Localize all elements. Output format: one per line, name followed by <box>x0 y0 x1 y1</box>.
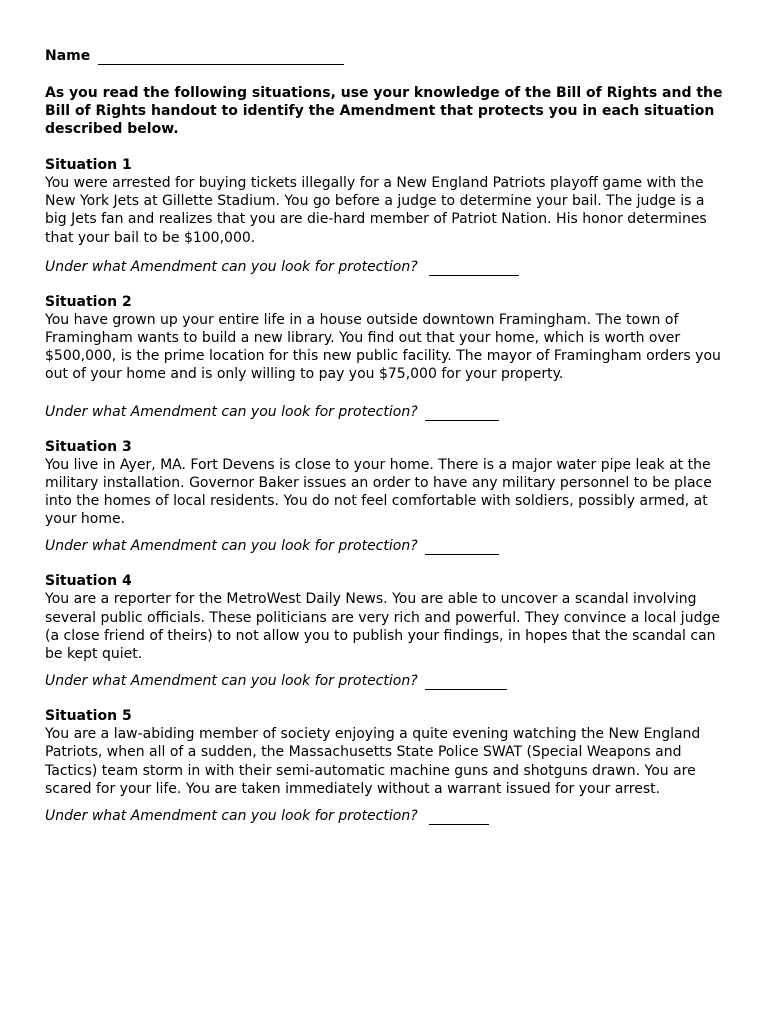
answer-blank[interactable] <box>425 540 499 555</box>
name-field-line[interactable] <box>98 50 344 65</box>
situation-text: You live in Ayer, MA. Fort Devens is close to your home. There is a major water pipe leak at the military installation. Governor Baker issues an order to have any military personnel to be place into the homes of local residents. You do not feel comfortable with soldiers, possibly armed, at your home. <box>45 456 712 528</box>
question-text: Under what Amendment can you look for protection? <box>45 538 418 555</box>
situation-title: Situation 5 <box>45 708 132 725</box>
situation-question <box>45 672 735 690</box>
question-text: Under what Amendment can you look for protection? <box>45 403 418 420</box>
answer-blank[interactable] <box>429 261 519 276</box>
situation-text: You are a law-abiding member of society enjoying a quite evening watching the New England Patriots, when all of a sudden, the Massachusetts State Police SWAT (Special Weapons and Tactics) team storm in with their semi-automatic machine guns and shotguns drawn. You are scared for your life. You are taken immediately without a warrant issued for your arrest. <box>45 726 701 797</box>
worksheet-page <box>45 45 735 825</box>
situation-question <box>45 537 735 555</box>
situation-2 <box>45 293 735 421</box>
situation-4 <box>45 572 735 690</box>
answer-blank[interactable] <box>429 810 489 825</box>
question-text: Under what Amendment can you look for protection? <box>45 258 418 275</box>
situation-1 <box>45 156 735 276</box>
name-row <box>45 45 735 65</box>
question-text: Under what Amendment can you look for protection? <box>45 808 418 825</box>
instructions: As you read the following situations, use your knowledge of the Bill of Rights and the Bill of Rights handout to identify the Amendment that protects you in each situation described below. <box>45 85 723 137</box>
situation-text: You have grown up your entire life in a house outside downtown Framingham. The town of Framingham wants to build a new library. You find out that your home, which is worth over $500,000, is the prime location for this new public facility. The mayor of Framingham orders you out of your home and is only willing to pay you $75,000 for your property. <box>45 311 721 383</box>
situation-title: Situation 1 <box>45 157 132 173</box>
situation-text: You were arrested for buying tickets illegally for a New England Patriots playoff game with the New York Jets at Gillette Stadium. You go before a judge to determine your bail. The judge is a big Jets fan and realizes that you are die-hard member of Patriot Nation. His honor determines that your bail to be $100,000. <box>45 175 707 246</box>
answer-blank[interactable] <box>425 406 499 421</box>
situation-3 <box>45 438 735 556</box>
name-label: Name <box>45 48 91 64</box>
situation-question <box>45 807 735 825</box>
situation-title: Situation 2 <box>45 293 132 310</box>
answer-blank[interactable] <box>425 675 507 690</box>
situation-question <box>45 258 735 276</box>
situation-text: You are a reporter for the MetroWest Daily News. You are able to uncover a scandal involving several public officials. These politicians are very rich and powerful. They convince a local judge (a close friend of theirs) to not allow you to publish your findings, in hopes that the scandal can be kept quiet. <box>45 591 720 663</box>
situation-5 <box>45 707 735 825</box>
situation-question <box>45 403 735 421</box>
situation-title: Situation 4 <box>45 573 132 590</box>
situation-title: Situation 3 <box>45 438 132 455</box>
question-text: Under what Amendment can you look for protection? <box>45 673 418 690</box>
